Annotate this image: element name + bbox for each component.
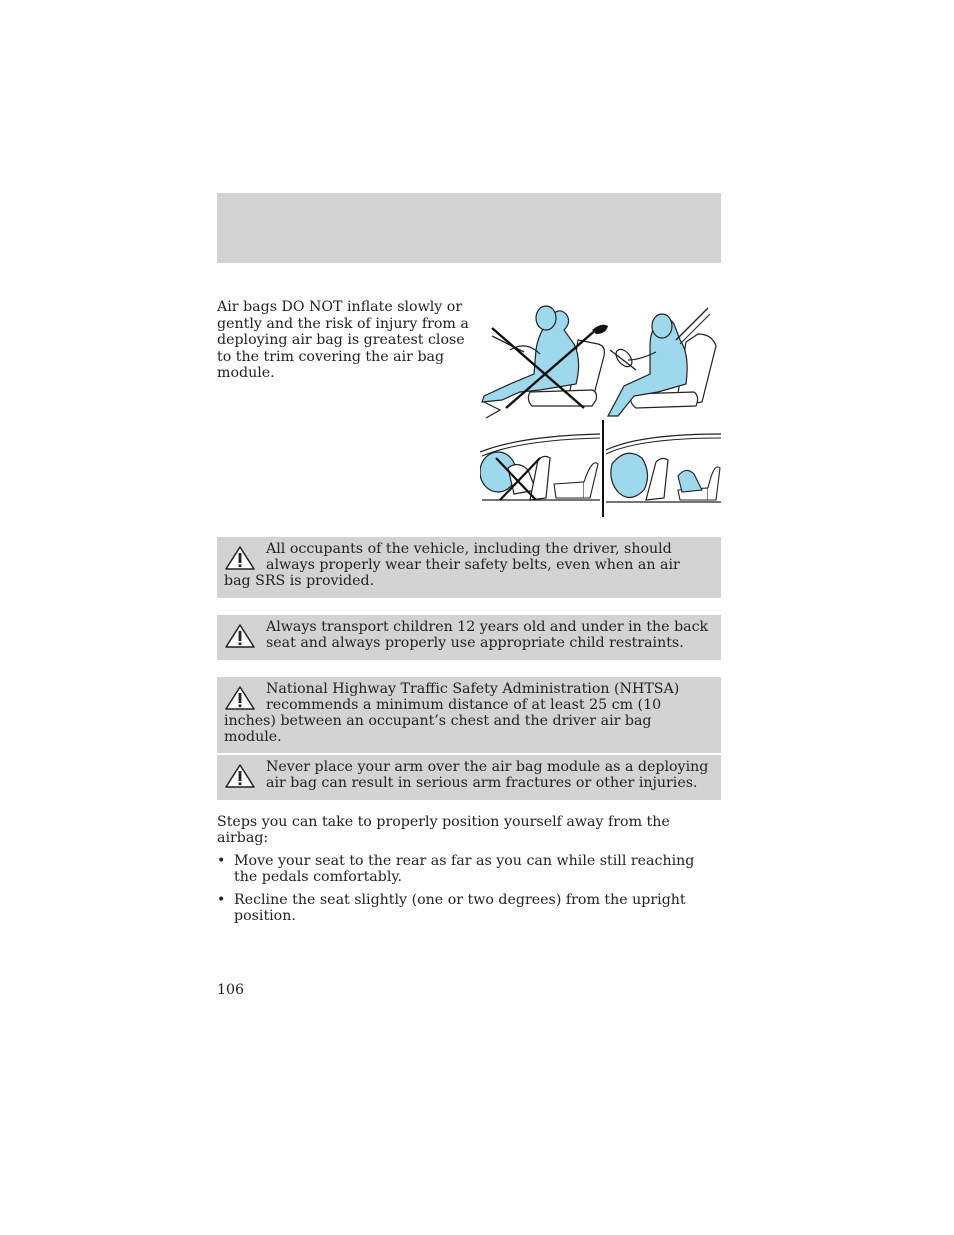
header-band [217, 193, 721, 263]
occupant-too-close-figure [482, 306, 608, 418]
bullet-icon: • [217, 892, 226, 908]
warning-box [217, 755, 721, 800]
positioning-steps [217, 814, 721, 931]
list-item [217, 892, 721, 924]
intro-paragraph: Air bags DO NOT inflate slowly or gently and the risk of injury from a deploying air bag is greatest close to the trim covering the air bag module. [217, 299, 469, 381]
child-seat-rear-correct-figure [606, 434, 721, 502]
list-item-text: Move your seat to the rear as far as you can while still reaching the pedals comfortably. [234, 853, 695, 885]
warning-box [217, 615, 721, 660]
page-number: 106 [217, 982, 245, 998]
warning-text: All occupants of the vehicle, including the driver, should always properly wear their safety belts, even when an air bag SRS is provided. [224, 541, 680, 589]
warning-triangle-icon [224, 763, 256, 789]
child-seat-illustration [480, 420, 721, 518]
occupant-correct-figure [608, 308, 716, 416]
occupant-position-illustration [480, 300, 721, 420]
list-item [217, 853, 721, 885]
warning-text: Never place your arm over the air bag module as a deploying air bag can result in serious arm fractures or other injuries. [266, 759, 709, 791]
child-seat-front-crossed-figure [480, 434, 600, 500]
warning-triangle-icon [224, 545, 256, 571]
bullet-icon: • [217, 853, 226, 869]
warning-box [217, 677, 721, 753]
warning-triangle-icon [224, 685, 256, 711]
steps-list [217, 853, 721, 924]
warning-box [217, 537, 721, 598]
warning-triangle-icon [224, 623, 256, 649]
steps-intro: Steps you can take to properly position yourself away from the airbag: [217, 814, 670, 846]
warning-text: Always transport children 12 years old and under in the back seat and always properly use appropriate child restraints. [266, 619, 709, 651]
list-item-text: Recline the seat slightly (one or two degrees) from the upright position. [234, 892, 686, 924]
warning-text: National Highway Traffic Safety Administration (NHTSA) recommends a minimum distance of at least 25 cm (10 inches) between an occupant’s chest and the driver air bag module. [224, 681, 680, 745]
